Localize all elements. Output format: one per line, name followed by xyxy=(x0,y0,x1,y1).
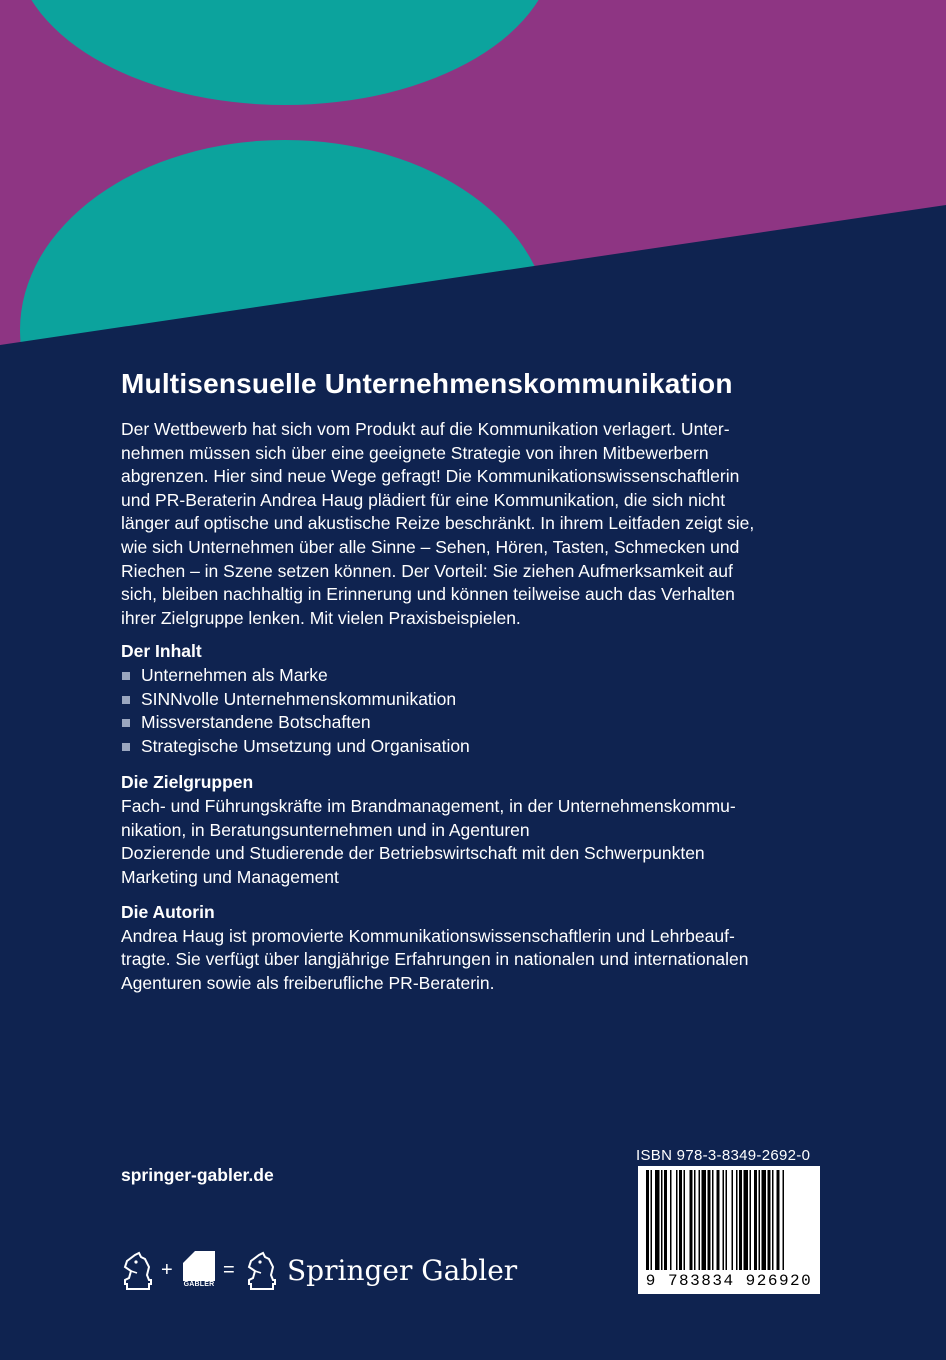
barcode-bar xyxy=(750,1170,752,1270)
list-item-label: Strategische Umsetzung und Organisation xyxy=(141,735,470,756)
barcode-bar xyxy=(772,1170,774,1270)
inhalt-heading: Der Inhalt xyxy=(121,641,202,662)
barcode-bar xyxy=(646,1170,649,1270)
barcode-bar xyxy=(717,1170,720,1270)
springer-gabler-wordmark: Springer Gabler xyxy=(287,1254,518,1287)
springer-knight-icon xyxy=(121,1251,155,1291)
back-cover-text xyxy=(121,364,831,996)
barcode-bar xyxy=(690,1170,693,1270)
barcode-bar xyxy=(670,1170,672,1270)
list-item-label: SINNvolle Unternehmenskommunikation xyxy=(141,688,457,709)
intro-line: nehmen müssen sich über eine geeignete Strategie von ihren Mitbewerbern xyxy=(121,442,709,463)
bullet-square-icon xyxy=(122,672,130,680)
barcode-bar xyxy=(739,1170,742,1270)
barcode-digits: 9 783834 926920 xyxy=(645,1272,813,1290)
website-link[interactable]: springer-gabler.de xyxy=(121,1165,274,1185)
autorin-heading: Die Autorin xyxy=(121,902,215,923)
intro-line: länger auf optische und akustische Reize beschränkt. In ihrem Leitfaden zeigt sie, xyxy=(121,513,755,534)
barcode-bar xyxy=(712,1170,714,1270)
barcode-bar xyxy=(694,1170,696,1270)
barcode-bar xyxy=(708,1170,711,1270)
equals-sign: = xyxy=(223,1259,235,1281)
barcode-bar xyxy=(754,1170,757,1270)
bullet-square-icon xyxy=(122,719,130,727)
barcode-bar xyxy=(684,1170,686,1270)
intro-paragraph xyxy=(121,418,831,630)
autorin-section xyxy=(121,901,831,995)
barcode-bar xyxy=(651,1170,653,1270)
zielgruppen-line: Fach- und Führungskräfte im Brandmanagement, in der Unternehmenskommu- xyxy=(121,795,736,816)
intro-line: Riechen – in Szene setzen können. Der Vorteil: Sie ziehen Aufmerksamkeit auf xyxy=(121,560,733,581)
zielgruppen-line: nikation, in Beratungsunternehmen und in Agenturen xyxy=(121,819,530,840)
publisher-logos xyxy=(121,1248,521,1298)
intro-line: Der Wettbewerb hat sich vom Produkt auf die Kommunikation verlagert. Unter- xyxy=(121,419,730,439)
intro-line: abgrenzen. Hier sind neue Wege gefragt! Die Kommunikationswissenschaftlerin xyxy=(121,466,740,487)
isbn-label: ISBN 978-3-8349-2692-0 xyxy=(636,1147,811,1164)
list-item-label: Unternehmen als Marke xyxy=(141,664,328,685)
barcode-bar xyxy=(762,1170,767,1270)
inhalt-section xyxy=(121,640,831,758)
barcode-bar xyxy=(777,1170,780,1270)
zielgruppen-section xyxy=(121,771,831,889)
barcode-bar xyxy=(759,1170,761,1270)
intro-line: sich, bleiben nachhaltig in Erinnerung und können teilweise auch das Verhalten xyxy=(121,584,735,605)
autorin-line: Agenturen sowie als freiberufliche PR-Beraterin. xyxy=(121,973,495,994)
barcode-bar xyxy=(676,1170,678,1270)
barcode-bar xyxy=(664,1170,667,1270)
list-item xyxy=(121,664,831,688)
barcode-bar xyxy=(661,1170,663,1270)
book-title: Multisensuelle Unternehmenskommunikation xyxy=(121,368,733,399)
list-item-label: Missverstandene Botschaften xyxy=(141,712,371,733)
barcode-bar xyxy=(723,1170,725,1270)
autorin-line: Andrea Haug ist promovierte Kommunikationswissenschaftlerin und Lehrbeauf- xyxy=(121,925,735,946)
springer-knight-icon xyxy=(245,1251,279,1291)
barcode-bar xyxy=(702,1170,707,1270)
zielgruppen-line: Dozierende und Studierende der Betriebswirtschaft mit den Schwerpunkten xyxy=(121,843,705,864)
list-item xyxy=(121,735,831,759)
barcode-bar xyxy=(726,1170,728,1270)
inhalt-list xyxy=(121,664,831,758)
list-item xyxy=(121,711,831,735)
bullet-square-icon xyxy=(122,696,130,704)
cover-art xyxy=(0,0,946,360)
zielgruppen-heading: Die Zielgruppen xyxy=(121,772,254,793)
autorin-line: tragte. Sie verfügt über langjährige Erfahrungen in nationalen und internationalen xyxy=(121,949,749,970)
plus-sign: + xyxy=(161,1259,173,1281)
barcode-bar xyxy=(679,1170,682,1270)
barcode-bar xyxy=(744,1170,749,1270)
intro-line: wie sich Unternehmen über alle Sinne – Sehen, Hören, Tasten, Schmecken und xyxy=(121,536,740,557)
intro-line: und PR-Beraterin Andrea Haug plädiert für eine Kommunikation, die sich nicht xyxy=(121,489,726,510)
bullet-square-icon xyxy=(122,743,130,751)
barcode-bar xyxy=(768,1170,771,1270)
barcode-bar xyxy=(732,1170,734,1270)
barcode-bar xyxy=(655,1170,660,1270)
gabler-mark: GABLER xyxy=(183,1281,215,1288)
barcode-bar xyxy=(736,1170,738,1270)
zielgruppen-line: Marketing und Management xyxy=(121,866,339,887)
barcode xyxy=(638,1166,820,1294)
barcode-bar xyxy=(783,1170,785,1270)
intro-line: ihrer Zielgruppe lenken. Mit vielen Praxisbeispielen. xyxy=(121,607,521,628)
list-item xyxy=(121,688,831,712)
barcode-bar xyxy=(699,1170,701,1270)
